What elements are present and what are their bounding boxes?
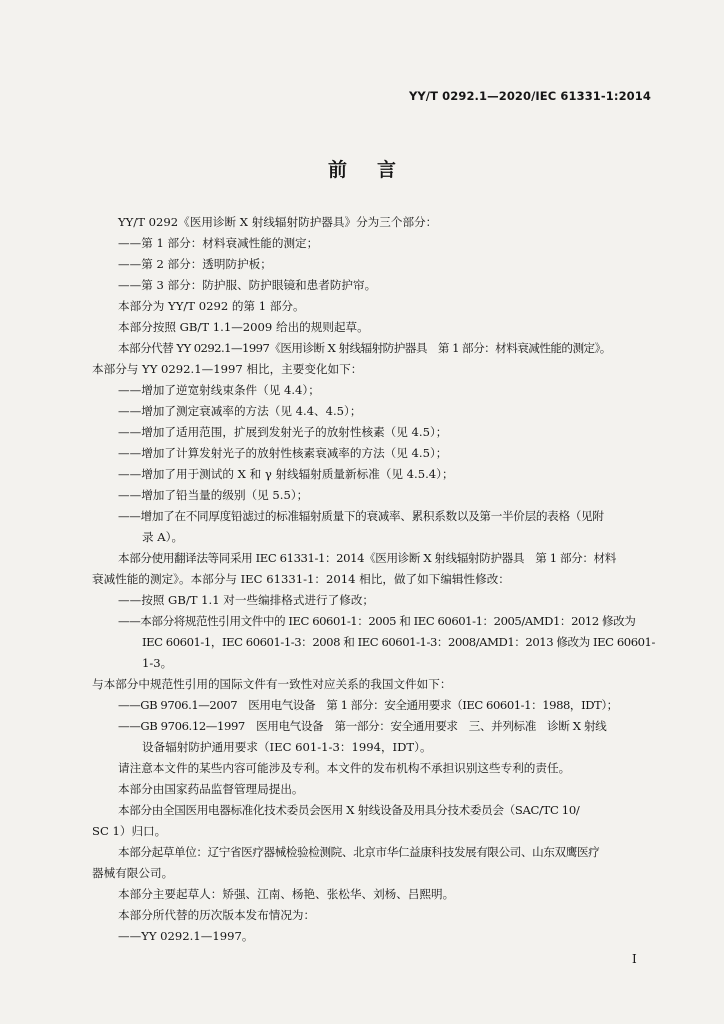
text-line: ——按照 GB/T 1.1 对一些编排格式进行了修改； — [118, 593, 375, 607]
text-line: IEC 60601-1，IEC 60601-1-3：2008 和 IEC 60601-1-3：2008/AMD1：2013 修改为 IEC 60601- — [142, 635, 655, 649]
standard-id-header: YY/T 0292.1—2020/IEC 61331-1:2014 — [408, 89, 651, 103]
text-line: ——增加了在不同厚度铅滤过的标准辐射质量下的衰减率、累积系数以及第一半价层的表格（见附 — [118, 509, 604, 523]
text-line: 本部分使用翻译法等同采用 IEC 61331-1：2014《医用诊断 X 射线辐射防护器具 第 1 部分：材料 — [118, 551, 616, 565]
text-line: YY/T 0292《医用诊断 X 射线辐射防护器具》分为三个部分： — [118, 215, 438, 229]
text-line: ——增加了测定衰减率的方法（见 4.4、4.5）； — [118, 404, 362, 418]
text-line: 1-3。 — [142, 656, 173, 670]
text-line: 设备辐射防护通用要求（IEC 601-1-3：1994，IDT）。 — [142, 740, 432, 754]
text-line: ——GB 9706.12—1997 医用电气设备 第一部分：安全通用要求 三、并列标准 诊断 X 射线 — [118, 719, 607, 733]
text-line: 本部分起草单位：辽宁省医疗器械检验检测院、北京市华仁益康科技发展有限公司、山东双鹰医疗 — [118, 845, 600, 859]
text-line: ——增加了铅当量的级别（见 5.5）； — [118, 488, 309, 502]
text-line: ——GB 9706.1—2007 医用电气设备 第 1 部分：安全通用要求（IEC 60601-1：1988，IDT）； — [118, 698, 618, 712]
text-line: ——增加了适用范围，扩展到发射光子的放射性核素（见 4.5）； — [118, 425, 448, 439]
text-line: 请注意本文件的某些内容可能涉及专利。本文件的发布机构不承担识别这些专利的责任。 — [118, 761, 571, 775]
text-line: 衰减性能的测定》。本部分与 IEC 61331-1：2014 相比，做了如下编辑性修改： — [92, 572, 510, 586]
text-line: 本部分由国家药品监督管理局提出。 — [118, 782, 304, 796]
text-line: 本部分与 YY 0292.1—1997 相比，主要变化如下： — [92, 362, 363, 376]
text-line: ——第 2 部分：透明防护板； — [118, 257, 272, 271]
text-line: 与本部分中规范性引用的国际文件有一致性对应关系的我国文件如下： — [92, 677, 452, 691]
text-line: 本部分为 YY/T 0292 的第 1 部分。 — [118, 299, 305, 313]
text-line: 录 A）。 — [142, 530, 184, 544]
text-line: ——第 1 部分：材料衰减性能的测定； — [118, 236, 319, 250]
page-title: 前言 — [327, 159, 426, 181]
page-number: I — [632, 952, 637, 966]
text-line: ——增加了用于测试的 X 和 γ 射线辐射质量新标准（见 4.5.4）； — [118, 467, 454, 481]
text-line: SC 1）归口。 — [92, 824, 167, 838]
text-line: 本部分所代替的历次版本发布情况为： — [118, 908, 316, 922]
text-line: 本部分主要起草人：矫强、江南、杨艳、张松华、刘杨、吕熙明。 — [118, 887, 455, 901]
text-line: 本部分代替 YY 0292.1—1997《医用诊断 X 射线辐射防护器具 第 1 部分：材料衰减性能的测定》。 — [118, 341, 611, 355]
text-line: ——YY 0292.1—1997。 — [118, 929, 254, 943]
text-line: ——本部分将规范性引用文件中的 IEC 60601-1：2005 和 IEC 60601-1：2005/AMD1：2012 修改为 — [118, 614, 636, 628]
text-line: 本部分由全国医用电器标准化技术委员会医用 X 射线设备及用具分技术委员会（SAC/TC 10/ — [118, 803, 580, 817]
text-line: ——第 3 部分：防护服、防护眼镜和患者防护帘。 — [118, 278, 377, 292]
text-line: ——增加了计算发射光子的放射性核素衰减率的方法（见 4.5）； — [118, 446, 448, 460]
text-line: 本部分按照 GB/T 1.1—2009 给出的规则起草。 — [118, 320, 369, 334]
text-line: 器械有限公司。 — [92, 866, 174, 880]
text-line: ——增加了逆宽射线束条件（见 4.4）； — [118, 383, 320, 397]
